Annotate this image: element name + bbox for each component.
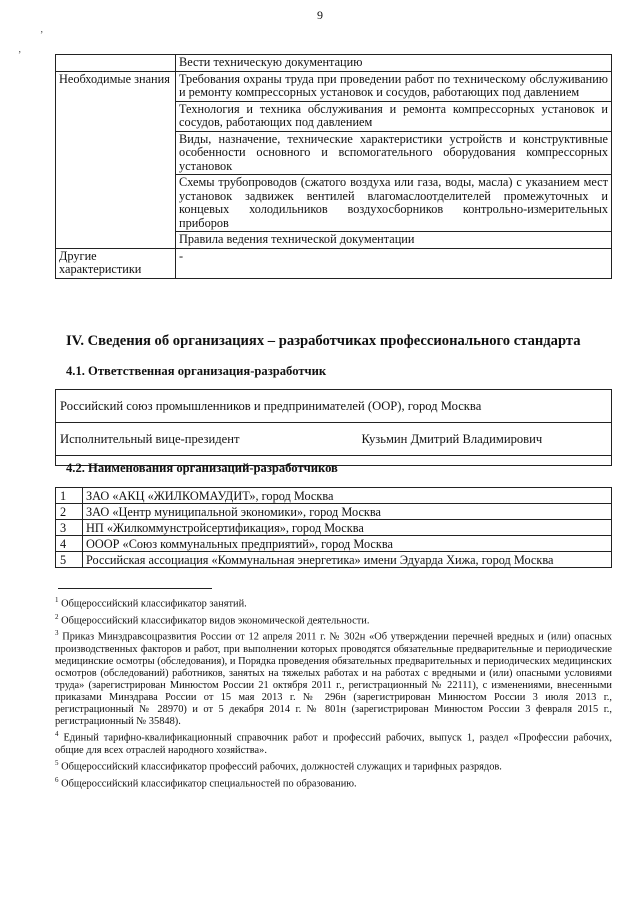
footnote-text: Приказ Минздравсоцразвития России от 12 апреля 2011 г. № 302н «Об утверждении перечней вредных и (или) опасных производственных факторов и работ, при выполнении которых проводятся обязательные предварительные и периодические медицинские осмотры (обследования), и Порядка проведения обязательных предварительных и периодических медицинских осмотров (обследований) работников, занятых на тяжелых работах и на работах с вредными и (или) опасными условиями труда» (зарегистрирован Минюстом России 21 октября 2011 г., регистрационный № 22111), с изменениями, внесенными приказами Минздрава России от 15 мая 2013 г. № 296н (зарегистрирован Минюстом России 3 июля 2013 г., регистрационный № 28970) и от 5 декабря 2014 г. № 801н (зарегистрирован Минюстом России 3 февраля 2015 г., регистрационный № 35848). bbox=[55, 631, 612, 728]
org-name: Российская ассоциация «Коммунальная энергетика» имени Эдуарда Хижа, город Москва bbox=[83, 552, 612, 568]
subsection-heading: 4.2. Наименования организаций-разработчиков bbox=[66, 461, 338, 475]
org-name: ЗАО «АКЦ «ЖИЛКОМАУДИТ», город Москва bbox=[83, 488, 612, 504]
page-number: 9 bbox=[317, 8, 323, 22]
footnote-separator bbox=[58, 588, 212, 589]
footnote-mark: 6 bbox=[55, 775, 59, 784]
position-title: Исполнительный вице-президент bbox=[60, 431, 240, 446]
row-label: Необходимые знания bbox=[56, 71, 176, 248]
table-row bbox=[56, 488, 612, 504]
table-row bbox=[56, 71, 612, 101]
table-row bbox=[56, 520, 612, 536]
row-item: Правила ведения технической документации bbox=[176, 232, 612, 249]
footnote-mark: 3 bbox=[55, 629, 59, 638]
table-row bbox=[56, 248, 612, 278]
section-title: IV. Сведения об организациях – разработчиках профессионального стандарта bbox=[66, 333, 581, 349]
org-name: ОООР «Союз коммунальных предприятий», город Москва bbox=[83, 536, 612, 552]
footnote-mark: 4 bbox=[55, 730, 59, 739]
row-number: 4 bbox=[56, 536, 83, 552]
scan-mark: ’ bbox=[40, 30, 44, 41]
row-number: 3 bbox=[56, 520, 83, 536]
footnote-mark: 5 bbox=[55, 759, 59, 767]
row-item: Технология и техника обслуживания и ремонта компрессорных установок и сосудов, работающих под давлением bbox=[176, 101, 612, 131]
developer-orgs-table bbox=[55, 487, 612, 568]
row-item: Вести техническую документацию bbox=[176, 55, 612, 72]
row-number: 1 bbox=[56, 488, 83, 504]
table-row bbox=[56, 504, 612, 520]
footnote bbox=[55, 594, 612, 611]
row-label bbox=[56, 55, 176, 72]
table-row bbox=[56, 536, 612, 552]
org-name: ЗАО «Центр муниципальной экономики», город Москва bbox=[83, 504, 612, 520]
footnote-mark: 2 bbox=[55, 612, 59, 621]
table-row bbox=[56, 552, 612, 568]
row-number: 5 bbox=[56, 552, 83, 568]
table-row bbox=[56, 55, 612, 72]
footnotes bbox=[55, 594, 612, 790]
footnote-text: Общероссийский классификатор профессий рабочих, должностей служащих и тарифных разрядов. bbox=[61, 761, 502, 773]
footnote bbox=[55, 757, 612, 774]
row-label: Другие характеристики bbox=[56, 248, 176, 278]
row-item: Схемы трубопроводов (сжатого воздуха или газа, воды, масла) с указанием мест установок задвижек вентилей влагомаслоотделителей промежуточных и концевых холодильников воздухосборников контрольно-измерительных приборов bbox=[176, 175, 612, 232]
row-item: Виды, назначение, технические характеристики устройств и конструктивные особенности основного и вспомогательного оборудования компрессорных установок bbox=[176, 131, 612, 175]
footnote-text: Общероссийский классификатор занятий. bbox=[61, 598, 247, 610]
footnote bbox=[55, 611, 612, 628]
footnote bbox=[55, 627, 612, 728]
footnote-mark: 1 bbox=[55, 596, 59, 604]
footnote-text: Общероссийский классификатор видов экономической деятельности. bbox=[61, 615, 370, 627]
org-name: Российский союз промышленников и предпринимателей (ООР), город Москва bbox=[56, 390, 612, 423]
table-row bbox=[56, 423, 612, 456]
row-number: 2 bbox=[56, 504, 83, 520]
signatory-cell bbox=[56, 423, 612, 456]
footnote bbox=[55, 728, 612, 757]
row-item: Требования охраны труда при проведении работ по техническому обслуживанию и ремонту компрессорных установок и сосудов, работающих под давлением bbox=[176, 71, 612, 101]
responsible-org-table bbox=[55, 389, 612, 466]
footnote-text: Единый тарифно-квалификационный справочник работ и профессий рабочих, выпуск 1, раздел «Профессии рабочих, общие для всех отраслей народного хозяйства». bbox=[55, 732, 612, 756]
org-name: НП «Жилкоммунстройсертификация», город Москва bbox=[83, 520, 612, 536]
scan-mark: ’ bbox=[18, 50, 22, 61]
person-name: Кузьмин Дмитрий Владимирович bbox=[361, 431, 543, 446]
requirements-table bbox=[55, 54, 612, 279]
table-row bbox=[56, 390, 612, 423]
footnote bbox=[55, 774, 612, 791]
footnote-text: Общероссийский классификатор специальностей по образованию. bbox=[61, 778, 357, 790]
row-item: - bbox=[176, 248, 612, 278]
subsection-heading: 4.1. Ответственная организация-разработчик bbox=[66, 364, 327, 378]
